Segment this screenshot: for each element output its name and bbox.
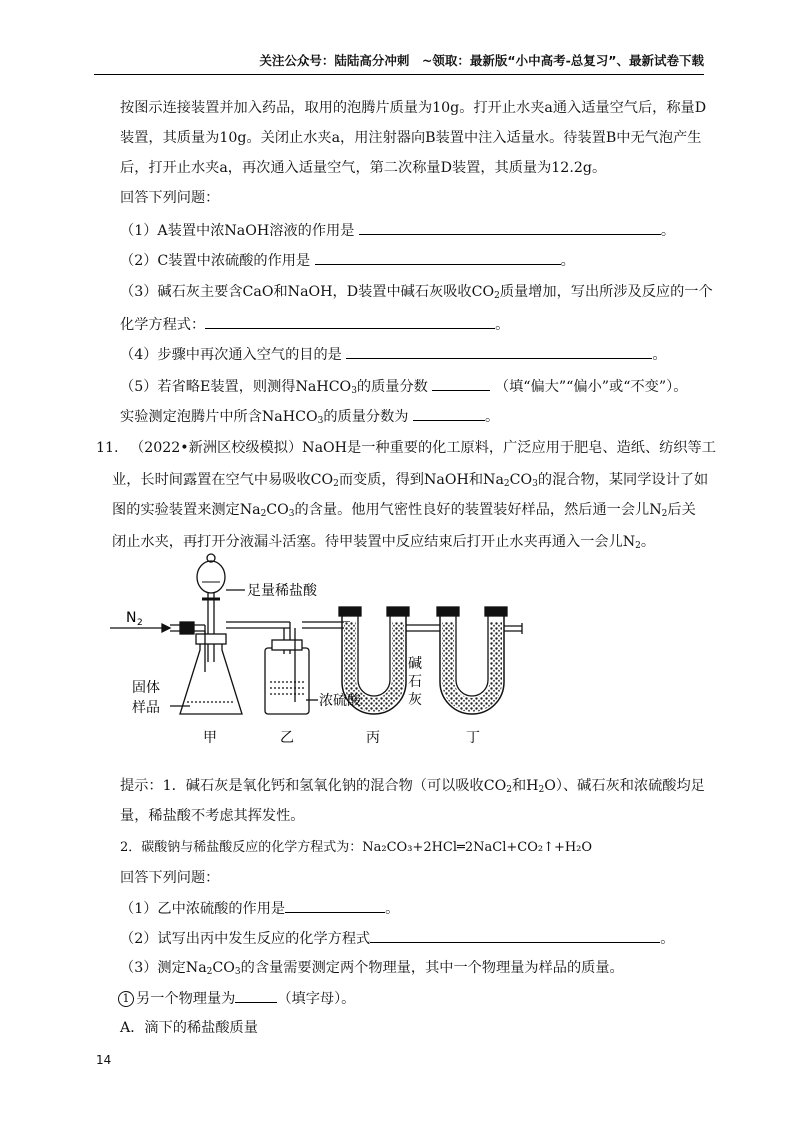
- q10-part-5: （5）若省略E装置，则测得NaHCO$_3$的质量分数 （填“偏大”“偏小”或“不变”）。: [120, 376, 687, 397]
- q11-part-3-sub: 1 另一个物理量为 （填字母）。: [118, 988, 355, 1009]
- intro-line-3: 后，打开止水夹a，再次通入适量空气，第二次称量D装置，其质量为12.2g。: [120, 160, 607, 176]
- label-jia: 甲: [203, 730, 217, 746]
- q10-part-2: （2）C装置中浓硫酸的作用是 。: [120, 250, 575, 271]
- q11-answer-prompt: 回答下列问题：: [120, 870, 220, 886]
- page-number: 14: [96, 1053, 112, 1067]
- intro-line-1: 按图示连接装置并加入药品，取用的泡腾片质量为10g。打开止水夹a通入适量空气后，称量D: [120, 100, 707, 116]
- answer-blank[interactable]: [205, 314, 495, 329]
- answer-blank[interactable]: [432, 376, 490, 391]
- lime-label-1: 碱: [408, 656, 422, 672]
- n2-sub: 2: [137, 618, 143, 628]
- solid-label-1: 固体: [132, 680, 160, 696]
- answer-blank[interactable]: [346, 344, 652, 359]
- h2so4-label: 浓硫酸: [319, 693, 361, 709]
- solid-label-2: 样品: [132, 700, 160, 716]
- answer-blank[interactable]: [315, 250, 561, 265]
- q10-part-4: （4）步骤中再次通入空气的目的是 。: [120, 344, 667, 365]
- label-ding: 丁: [466, 730, 480, 746]
- answer-blank[interactable]: [370, 928, 660, 943]
- apparatus-figure: [110, 552, 530, 752]
- q10-part-3a: （3）碱石灰主要含CaO和NaOH，D装置中碱石灰吸收$CO_2$质量增加，写出所涉及反应的一个: [120, 284, 713, 301]
- label-bing: 丙: [366, 730, 380, 746]
- q10-part-3b: 化学方程式： 。: [120, 314, 509, 335]
- answer-prompt: 回答下列问题：: [120, 190, 220, 206]
- q11-line-4: 闭止水夹，再打开分液漏斗活塞。待甲装置中反应结束后打开止水夹再通入一会儿$N_2$。: [112, 534, 656, 551]
- q11-line-1: （2022•新洲区校级模拟）NaOH是一种重要的化工原料，广泛应用于肥皂、造纸、纺织等工: [130, 440, 716, 456]
- q11-part-1: （1）乙中浓硫酸的作用是 。: [120, 898, 399, 919]
- acid-label: 足量稀盐酸: [247, 583, 317, 599]
- q10-part-6: 实验测定泡腾片中所含NaHCO$_3$的质量分数为 。: [120, 406, 499, 427]
- q11-line-2: 业，长时间露置在空气中易吸收$CO_2$而变质，得到NaOH和$Na_2CO_3$的混合物，某同学设计了如: [112, 472, 709, 489]
- clamp: [180, 622, 194, 634]
- label-yi: 乙: [280, 730, 294, 746]
- q11-line-3: 图的实验装置来测定$Na_2CO_3$的含量。他用气密性良好的装置装好样品，然后通一会儿$N_2$后关: [112, 502, 696, 519]
- answer-blank[interactable]: [285, 898, 385, 913]
- hint-line-2: 量，稀盐酸不考虑其挥发性。: [120, 808, 305, 824]
- question-number: 11.: [96, 440, 119, 456]
- q11-part-3: （3）测定$Na_2CO_3$的含量需要测定两个物理量，其中一个物理量为样品的质量。: [120, 960, 624, 977]
- option-a: A．滴下的稀盐酸质量: [120, 1020, 258, 1036]
- hint-equation: 2．碳酸钠与稀盐酸反应的化学方程式为：Na₂CO₃+2HCl═2NaCl+CO₂↑+H₂O: [120, 840, 593, 855]
- q11-part-2: （2）试写出丙中发生反应的化学方程式 。: [120, 928, 674, 949]
- n2-label: N: [126, 610, 137, 626]
- q10-part-1: （1）A装置中浓NaOH溶液的作用是 。: [120, 220, 675, 241]
- answer-blank[interactable]: [413, 406, 485, 421]
- answer-blank[interactable]: [359, 220, 661, 235]
- lime-label-2: 石: [408, 674, 422, 690]
- hint-line-1: 提示：1．碱石灰是氧化钙和氢氧化钠的混合物（可以吸收$CO_2$和$H_2O$）、碱石灰和浓硫酸均足: [120, 778, 705, 795]
- answer-blank[interactable]: [235, 988, 277, 1003]
- intro-line-2: 装置，其质量为10g。关闭止水夹a，用注射器向B装置中注入适量水。待装置B中无气泡产生: [120, 130, 702, 146]
- circled-number: 1: [118, 991, 134, 1007]
- page-header: 关注公众号：陆陆高分冲刺 ~领取：最新版“小中高考-总复习”、最新试卷下载: [94, 52, 704, 75]
- lime-label-3: 灰: [408, 692, 422, 708]
